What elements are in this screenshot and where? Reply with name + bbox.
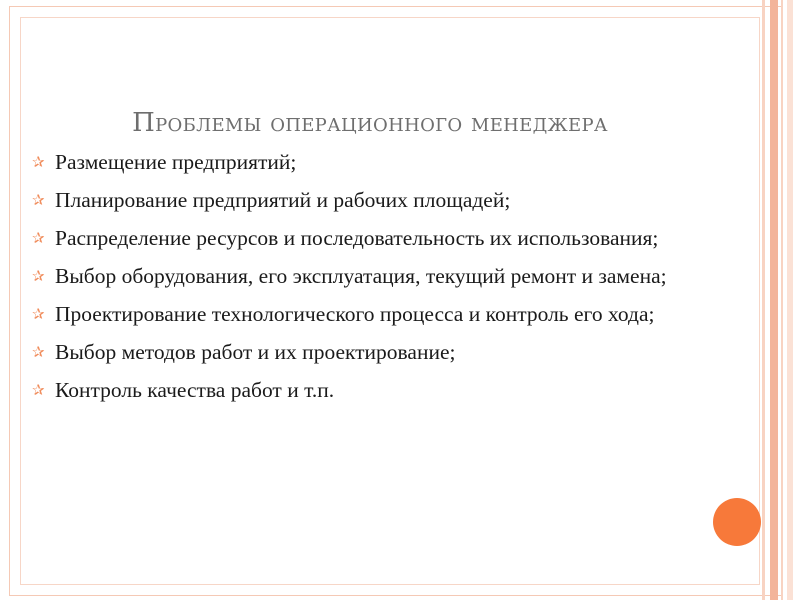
decorative-circle	[713, 498, 761, 546]
bullet-item	[30, 298, 750, 330]
star-bullet-icon: ✰	[32, 343, 45, 361]
decorative-stripe	[762, 0, 765, 600]
bullet-list	[30, 146, 750, 412]
bullet-text: Контроль качества работ и т.п.	[55, 378, 335, 402]
decorative-stripe	[781, 0, 783, 600]
bullet-item	[30, 374, 750, 406]
bullet-text: Выбор методов работ и их проектирование;	[55, 340, 456, 364]
star-bullet-icon: ✰	[32, 191, 45, 209]
bullet-item	[30, 336, 750, 368]
bullet-text: Выбор оборудования, его эксплуатация, текущий ремонт и замена;	[55, 264, 667, 288]
bullet-item	[30, 146, 750, 178]
bullet-item	[30, 260, 750, 292]
bullet-text: Размещение предприятий;	[55, 150, 297, 174]
decorative-stripe	[770, 0, 778, 600]
bullet-text: Планирование предприятий и рабочих площадей;	[55, 188, 511, 212]
star-bullet-icon: ✰	[32, 305, 45, 323]
bullet-item	[30, 184, 750, 216]
bullet-item	[30, 222, 750, 254]
star-bullet-icon: ✰	[32, 153, 45, 171]
slide-title: Проблемы операционного менеджера	[132, 108, 608, 138]
star-bullet-icon: ✰	[32, 381, 45, 399]
decorative-stripe	[787, 0, 793, 600]
star-bullet-icon: ✰	[32, 267, 45, 285]
bullet-text: Проектирование технологического процесса и контроль его хода;	[55, 302, 655, 326]
star-bullet-icon: ✰	[32, 229, 45, 247]
bullet-text: Распределение ресурсов и последовательность их использования;	[55, 226, 659, 250]
